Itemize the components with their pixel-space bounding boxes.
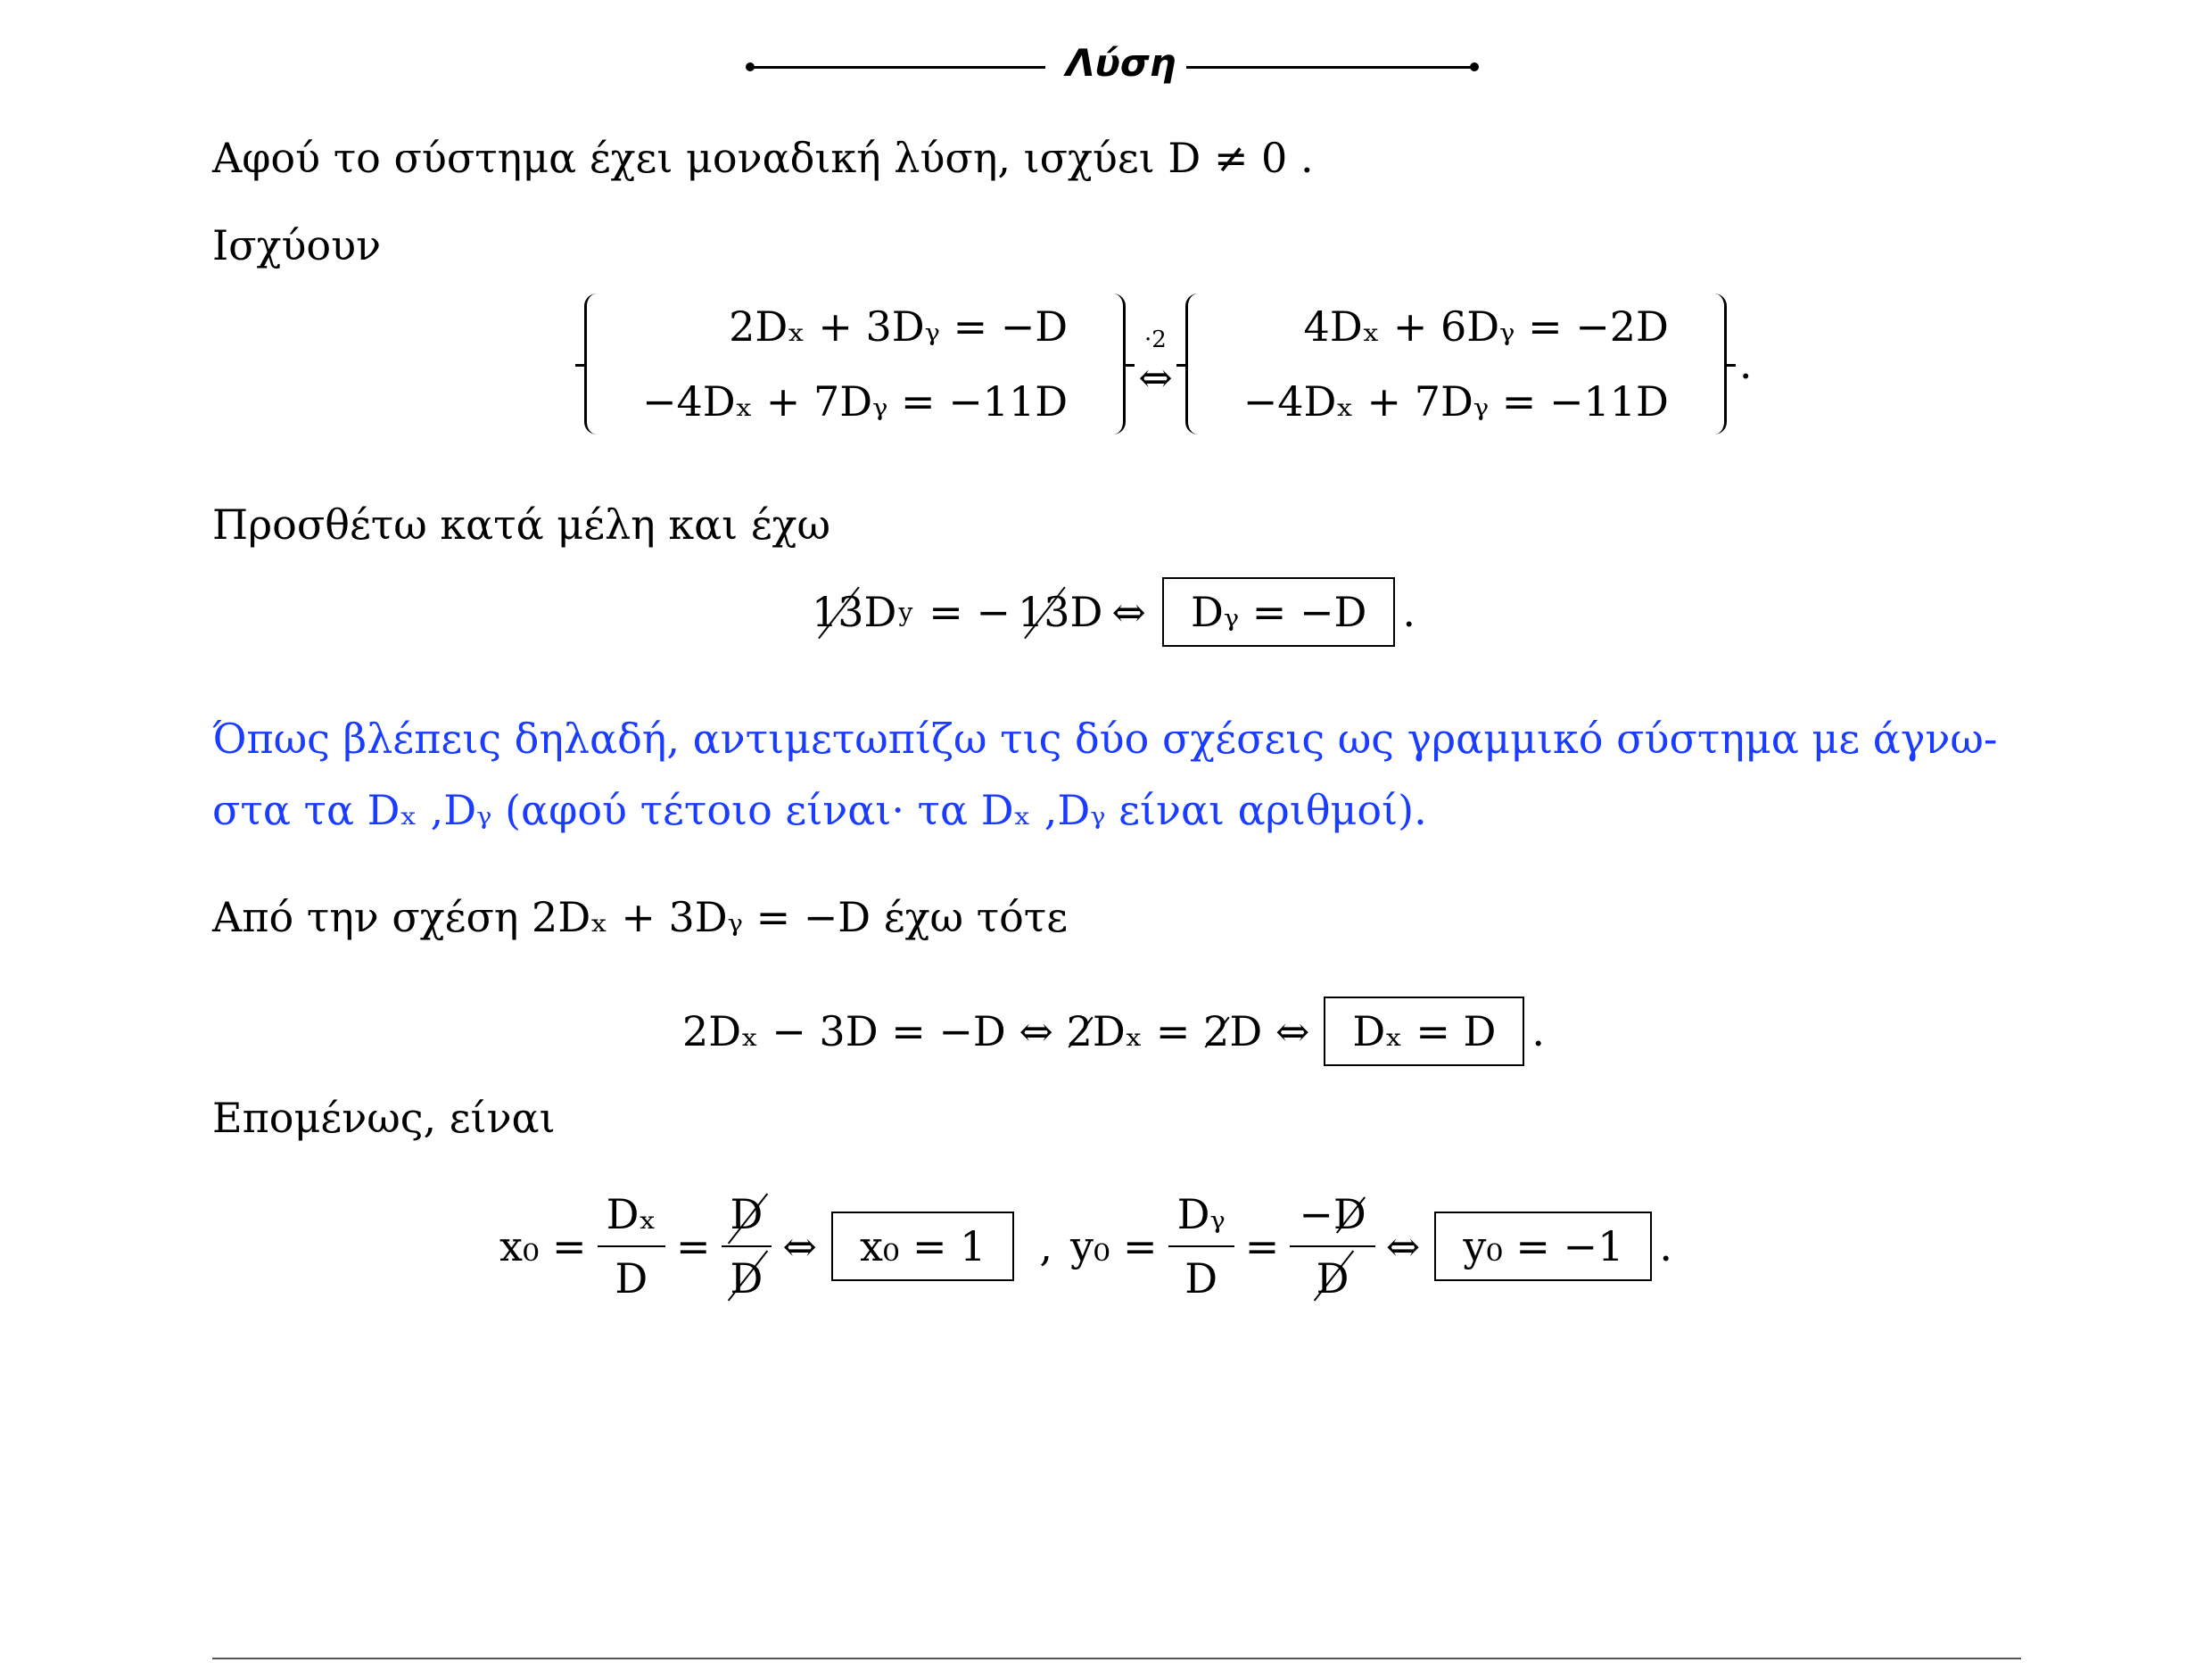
fraction-dx-over-d [598,1190,665,1303]
cancelled-coefficient: 13 [1017,588,1070,636]
cancelled-d: D [1333,1190,1366,1238]
therefore-sentence: Επομένως, είναι [212,1094,556,1142]
system-left-row: 2Dₓ + 3Dᵧ = −D [729,302,1069,351]
separator-comma: , [1039,1222,1052,1270]
fraction-numerator: Dₓ [598,1190,665,1247]
left-brace [584,294,610,434]
eq-minus: = − [929,588,1011,636]
period: . [1402,588,1416,636]
left-brace [1185,294,1211,434]
d-var: D [1069,588,1103,636]
fraction-numerator: D [722,1190,772,1247]
fraction-denominator: D [722,1247,772,1303]
note-line-1: Όπως βλέπεις δηλαδή, αντιμετωπίζω τις δύο σχέσεις ως γραμμικό σύστημα με άγνω- [212,715,1998,763]
right-brace [1100,294,1126,434]
fraction-denominator: D [1308,1247,1358,1303]
equals-sign: = [1244,1222,1280,1270]
system-operator [1138,327,1173,401]
fraction-numerator [1290,1190,1374,1247]
dx-step-a: 2Dₓ − 3D = −D ⇔ [682,1007,1067,1055]
header-dot-right [1470,62,1479,71]
system-right-row: 4Dₓ + 6Dᵧ = −2D [1303,302,1669,351]
equation-solution [499,1170,1672,1322]
equation-system [584,277,1753,451]
cancelled-coefficient: 13 [812,588,864,636]
right-brace [1701,294,1727,434]
period: . [1659,1222,1672,1270]
equation-dx [682,987,1545,1076]
from-relation-sentence: Από την σχέση 2Dₓ + 3Dᵧ = −D έχω τότε [212,893,1069,941]
equation-dy [812,567,1416,657]
note-line-2: στα τα Dₓ ,Dᵧ (αφού τέτοιο είναι· τα Dₓ ,Dᵧ είναι αριθμοί). [212,786,1427,834]
result-box-x0: x₀ = 1 [831,1212,1014,1281]
intro-sentence: Αφού το σύστημα έχει μοναδική λύση, ισχύει D ≠ 0 . [212,134,1314,182]
y0-label: y₀ = [1070,1222,1158,1270]
dy-var: D [863,588,897,636]
equivalence-arrow: ⇔ [1111,588,1146,636]
footer-rule [212,1658,2021,1659]
header-dot-left [746,62,755,71]
x0-label: x₀ = [499,1222,587,1270]
system-left-row: −4Dₓ + 7Dᵧ = −11D [642,377,1069,426]
result-box-dy: Dᵧ = −D [1162,577,1395,647]
header-rule-right [1186,66,1473,69]
fraction-numerator: Dᵧ [1168,1190,1234,1247]
dx-step-d: D ⇔ [1229,1007,1310,1055]
system-right [1185,294,1727,434]
period: . [1531,1007,1546,1055]
fraction-cancelled [722,1190,772,1303]
minus-sign: − [1299,1190,1333,1238]
equivalence-arrow: ⇔ [782,1222,817,1270]
equals-sign: = [675,1222,711,1270]
hold-label: Ισχύουν [212,221,382,269]
equivalence-arrow: ⇔ [1138,353,1173,401]
period: . [1738,340,1753,388]
fraction-dy-over-d [1168,1190,1234,1303]
section-title: Λύση [1066,41,1176,85]
dy-sub: y [898,597,913,627]
equivalence-arrow: ⇔ [1385,1222,1421,1270]
fraction-denominator: D [615,1254,648,1303]
result-box-y0: y₀ = −1 [1434,1212,1652,1281]
multiplier: ·2 [1144,327,1167,353]
fraction-cancelled-negative [1290,1190,1374,1303]
add-sentence: Προσθέτω κατά μέλη και έχω [212,500,831,549]
dx-step-b: Dₓ = [1092,1007,1204,1055]
result-box-dx: Dₓ = D [1324,997,1524,1066]
system-left [584,294,1126,434]
system-right-row: −4Dₓ + 7Dᵧ = −11D [1242,377,1669,426]
header-rule-left [751,66,1045,69]
cancelled-coefficient: 2 [1203,1007,1230,1055]
cancelled-coefficient: 2 [1066,1007,1093,1055]
fraction-denominator: D [1184,1254,1218,1303]
